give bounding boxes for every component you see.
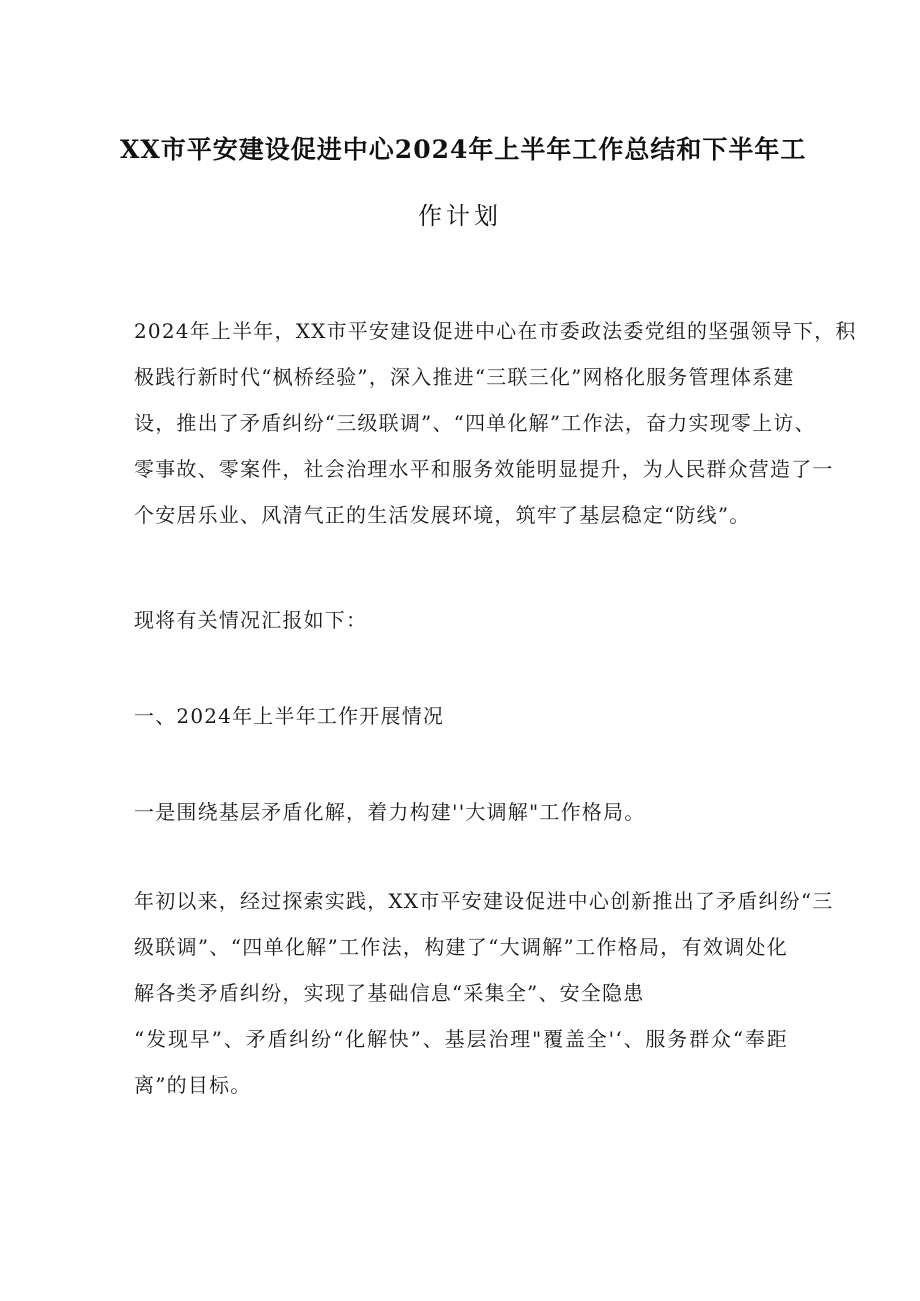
subheading-paragraph [134, 789, 788, 835]
intro-line: 零事故、零案件，社会治理水平和服务效能明显提升，为人民群众营造了一 [134, 457, 834, 481]
section-heading [134, 693, 788, 739]
report-paragraph [134, 597, 788, 643]
body-line: 年初以来，经过探索实践，XX市平安建设促进中心创新推出了矛盾纠纷“三 [134, 889, 834, 913]
subheading-1: 一是围绕基层矛盾化解，着力构建''大调解"工作格局。 [134, 800, 646, 824]
section-1-heading: 一、2024年上半年工作开展情况 [134, 704, 445, 728]
intro-paragraph [134, 308, 857, 538]
intro-line: 极践行新时代“枫桥经验”，深入推进“三联三化”网格化服务管理体系建 [134, 365, 795, 389]
body-line: “发现早”、矛盾纠纷“化解快”、基层治理"覆盖全'‘、服务群众“奉距 [134, 1027, 788, 1051]
report-line: 现将有关情况汇报如下： [134, 608, 368, 632]
intro-line: 个安居乐业、风清气正的生活发展环境，筑牢了基层稳定“防线”。 [134, 503, 751, 527]
document-title-line-1: XX市平安建设促进中心2024年上半年工作总结和下半年工 [120, 135, 807, 164]
body-line: 离”的目标。 [134, 1073, 252, 1097]
body-paragraph [134, 878, 834, 1108]
intro-line: 2024年上半年，XX市平安建设促进中心在市委政法委党组的坚强领导下，积 [134, 319, 857, 343]
body-line: 级联调”、“四单化解”工作法，构建了“大调解”工作格局，有效调处化 [134, 935, 788, 959]
intro-line: 设，推出了矛盾纠纷“三级联调”、“四单化解”工作法，奋力实现零上访、 [134, 411, 816, 435]
document-title-line-2: 作计划 [418, 202, 502, 230]
body-line: 解各类矛盾纠纷，实现了基础信息“采集全”、安全隐患 [134, 981, 645, 1005]
